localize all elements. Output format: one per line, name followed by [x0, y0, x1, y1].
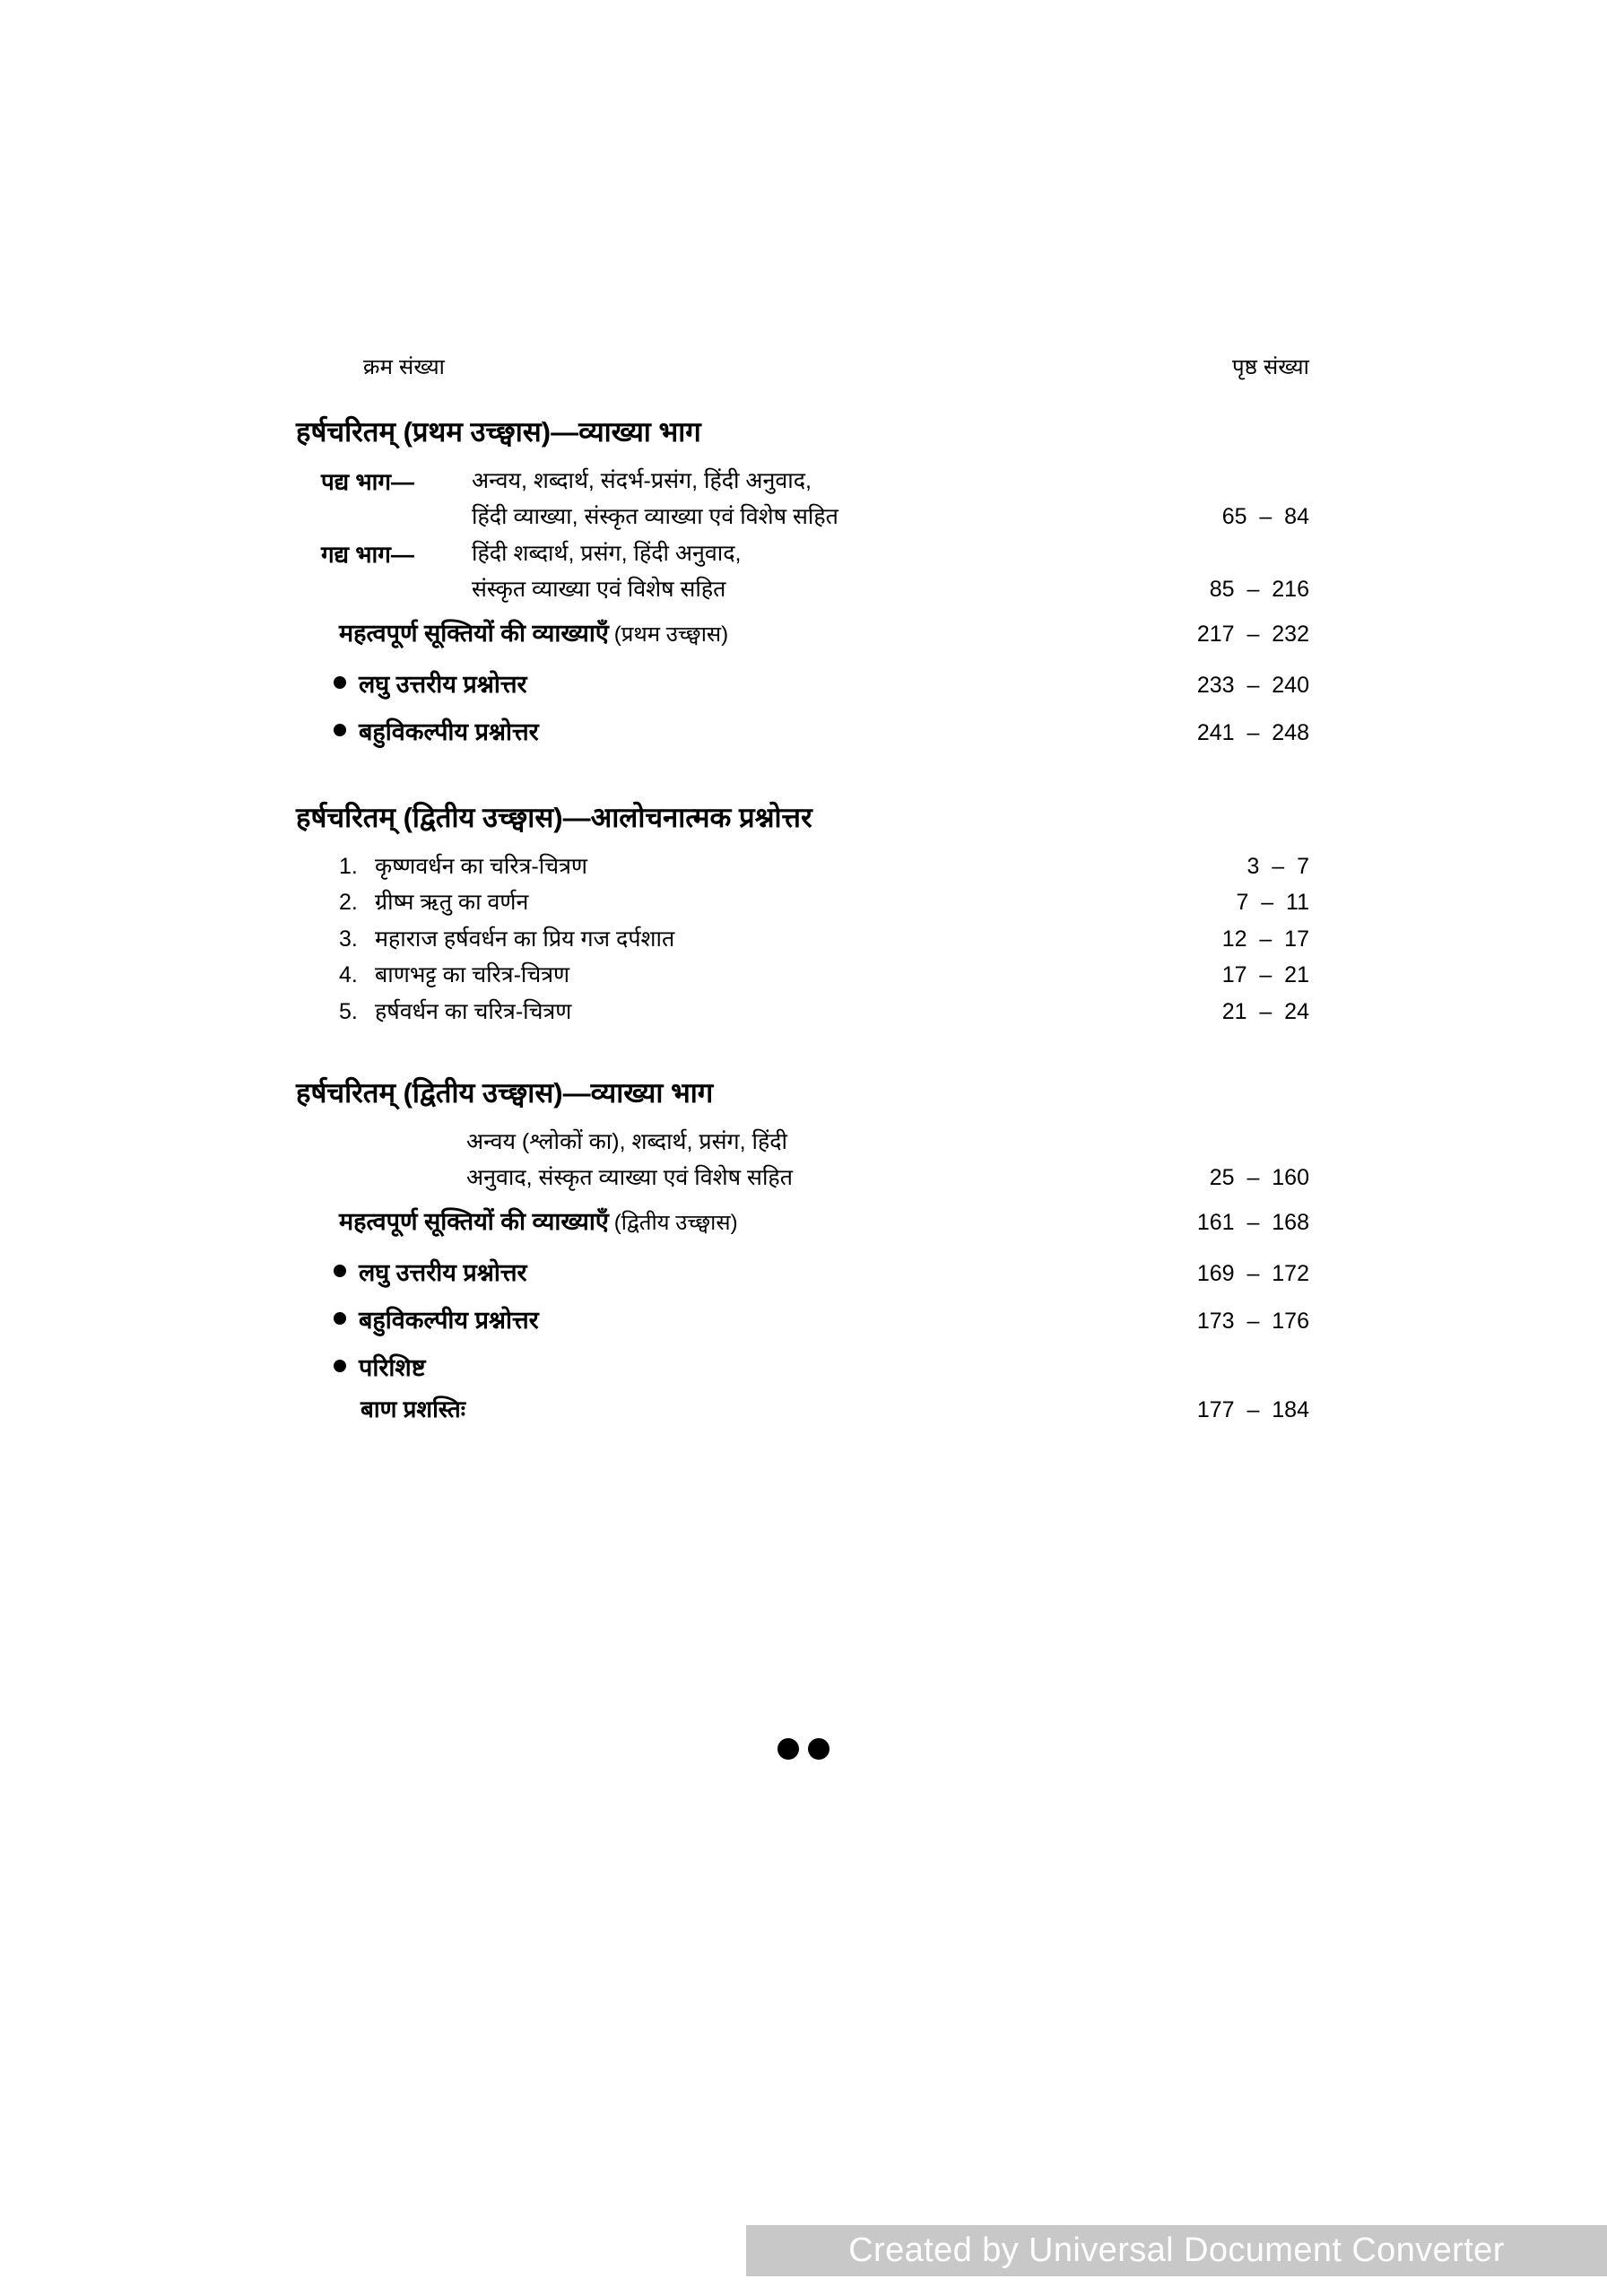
entry-padya-bhag	[296, 463, 1314, 535]
page-range: 12 – 17	[1221, 926, 1309, 952]
entry-desc-text: हिंदी व्याख्या, संस्कृत व्याख्या एवं विशेष सहित	[472, 504, 838, 530]
bullet-item-bahuvikalpiya-2	[296, 1302, 1314, 1335]
entry-gadya-bhag	[296, 535, 1314, 608]
bullet-dot-icon	[334, 1312, 346, 1325]
item-label: हर्षवर्धन का चरित्र-चित्रण	[375, 998, 572, 1024]
sukti-label: महत्वपूर्ण सूक्तियों की व्याख्याएँ	[339, 619, 609, 647]
page-range: 169 – 172	[1196, 1260, 1309, 1286]
item-label: बाणभट्ट का चरित्र-चित्रण	[375, 962, 570, 987]
entry-desc-line-1	[472, 535, 1314, 572]
bullet-label: बहुविकल्पीय प्रश्नोत्तर	[359, 718, 539, 745]
bullet-item-laghu-uttariya-2	[296, 1255, 1314, 1288]
bullet-label: परिशिष्ट	[359, 1353, 426, 1381]
page-range: 25 – 160	[1209, 1165, 1309, 1191]
plain-desc-text: अनुवाद, संस्कृत व्याख्या एवं विशेष सहित	[466, 1165, 793, 1191]
bullet-item-bahuvikalpiya-1	[296, 714, 1314, 747]
column-headers	[296, 352, 1314, 381]
item-label: कृष्णवर्धन का चरित्र-चित्रण	[375, 853, 587, 879]
page-range: 177 – 184	[1196, 1396, 1309, 1422]
page-range: 7 – 11	[1236, 890, 1309, 915]
item-number: 5.	[339, 998, 358, 1024]
page-range: 217 – 232	[1196, 621, 1309, 647]
item-number: 4.	[339, 962, 358, 987]
bullet-dot-icon	[334, 1360, 346, 1372]
page-range: 241 – 248	[1196, 719, 1309, 745]
page-range: 233 – 240	[1196, 672, 1309, 698]
bullet-item-parishisht	[296, 1350, 1314, 1383]
numbered-item-3	[296, 921, 1314, 958]
numbered-item-1	[296, 848, 1314, 885]
section-title-1: हर्षचरितम् (प्रथम उच्छ्वास)—व्याख्या भाग	[296, 416, 701, 448]
bullet-item-laghu-uttariya-1	[296, 666, 1314, 700]
bullet-dot-icon	[334, 724, 346, 736]
end-ornament	[0, 1738, 1607, 1760]
sukti-row-2	[296, 1204, 1314, 1237]
numbered-item-5	[296, 994, 1314, 1031]
numbered-item-4	[296, 957, 1314, 994]
entry-body	[456, 463, 1314, 535]
entry-desc-text: हिंदी शब्दार्थ, प्रसंग, हिंदी अनुवाद,	[472, 540, 742, 566]
watermark-text: Created by Universal Document Converter	[848, 2231, 1505, 2269]
bullet-label: बहुविकल्पीय प्रश्नोत्तर	[359, 1306, 539, 1334]
sukti-label: महत्वपूर्ण सूक्तियों की व्याख्याएँ	[339, 1207, 609, 1235]
entry-desc-line-2	[472, 571, 1314, 608]
page-range: 173 – 176	[1196, 1308, 1309, 1334]
item-label: महाराज हर्षवर्धन का प्रिय गज दर्पशात	[375, 926, 675, 952]
entry-desc-line-2	[472, 499, 1314, 535]
item-number: 1.	[339, 853, 358, 879]
entry-desc-text: अन्वय, शब्दार्थ, संदर्भ-प्रसंग, हिंदी अनुवाद,	[472, 467, 812, 493]
page-range: 65 – 84	[1221, 504, 1309, 530]
entry-lead-label: पद्य भाग—	[321, 467, 415, 495]
ornament-dot-icon	[777, 1738, 799, 1760]
plain-desc-line-1	[466, 1124, 1314, 1161]
entry-desc-text: संस्कृत व्याख्या एवं विशेष सहित	[472, 577, 726, 603]
item-label: ग्रीष्म ऋतु का वर्णन	[375, 890, 529, 915]
page-range: 161 – 168	[1196, 1209, 1309, 1235]
bullet-label: लघु उत्तरीय प्रश्नोत्तर	[359, 1258, 527, 1286]
entry-desc-line-1	[472, 463, 1314, 500]
section-title-2: हर्षचरितम् (द्वितीय उच्छ्वास)—आलोचनात्मक प्रश्नोत्तर	[296, 801, 812, 833]
plain-desc-line-2	[466, 1160, 1314, 1196]
item-number: 3.	[339, 926, 358, 952]
entry-lead-label: गद्य भाग—	[321, 540, 414, 568]
watermark-banner	[746, 2225, 1607, 2276]
section-title-3: हर्षचरितम् (द्वितीय उच्छ्वास)—व्याख्या भाग	[296, 1077, 714, 1109]
sukti-parenthetical: (प्रथम उच्छ्वास)	[613, 622, 729, 647]
bullet-label: लघु उत्तरीय प्रश्नोत्तर	[359, 670, 527, 698]
sub-entry-ban-prashasti	[296, 1392, 1314, 1424]
bullet-dot-icon	[334, 1265, 346, 1277]
table-of-contents	[296, 352, 1314, 1424]
numbered-item-2	[296, 884, 1314, 921]
page-range: 3 – 7	[1247, 853, 1309, 879]
serial-number-header: क्रम संख्या	[363, 355, 446, 379]
page-range: 17 – 21	[1221, 962, 1309, 987]
page-range: 21 – 24	[1221, 998, 1309, 1024]
entry-body	[456, 535, 1314, 608]
plain-desc-text: अन्वय (श्लोकों का), शब्दार्थ, प्रसंग, हिंदी	[466, 1128, 788, 1154]
sukti-parenthetical: (द्वितीय उच्छ्वास)	[613, 1210, 738, 1235]
plain-description-block	[296, 1124, 1314, 1196]
page-range: 85 – 216	[1209, 577, 1309, 603]
page-number-header: पृष्ठ संख्या	[1231, 355, 1309, 379]
bullet-dot-icon	[334, 676, 346, 689]
ornament-dot-icon	[808, 1738, 830, 1760]
item-number: 2.	[339, 890, 358, 915]
sukti-row-1	[296, 615, 1314, 648]
sub-entry-label: बाण प्रशस्तिः	[360, 1395, 465, 1422]
